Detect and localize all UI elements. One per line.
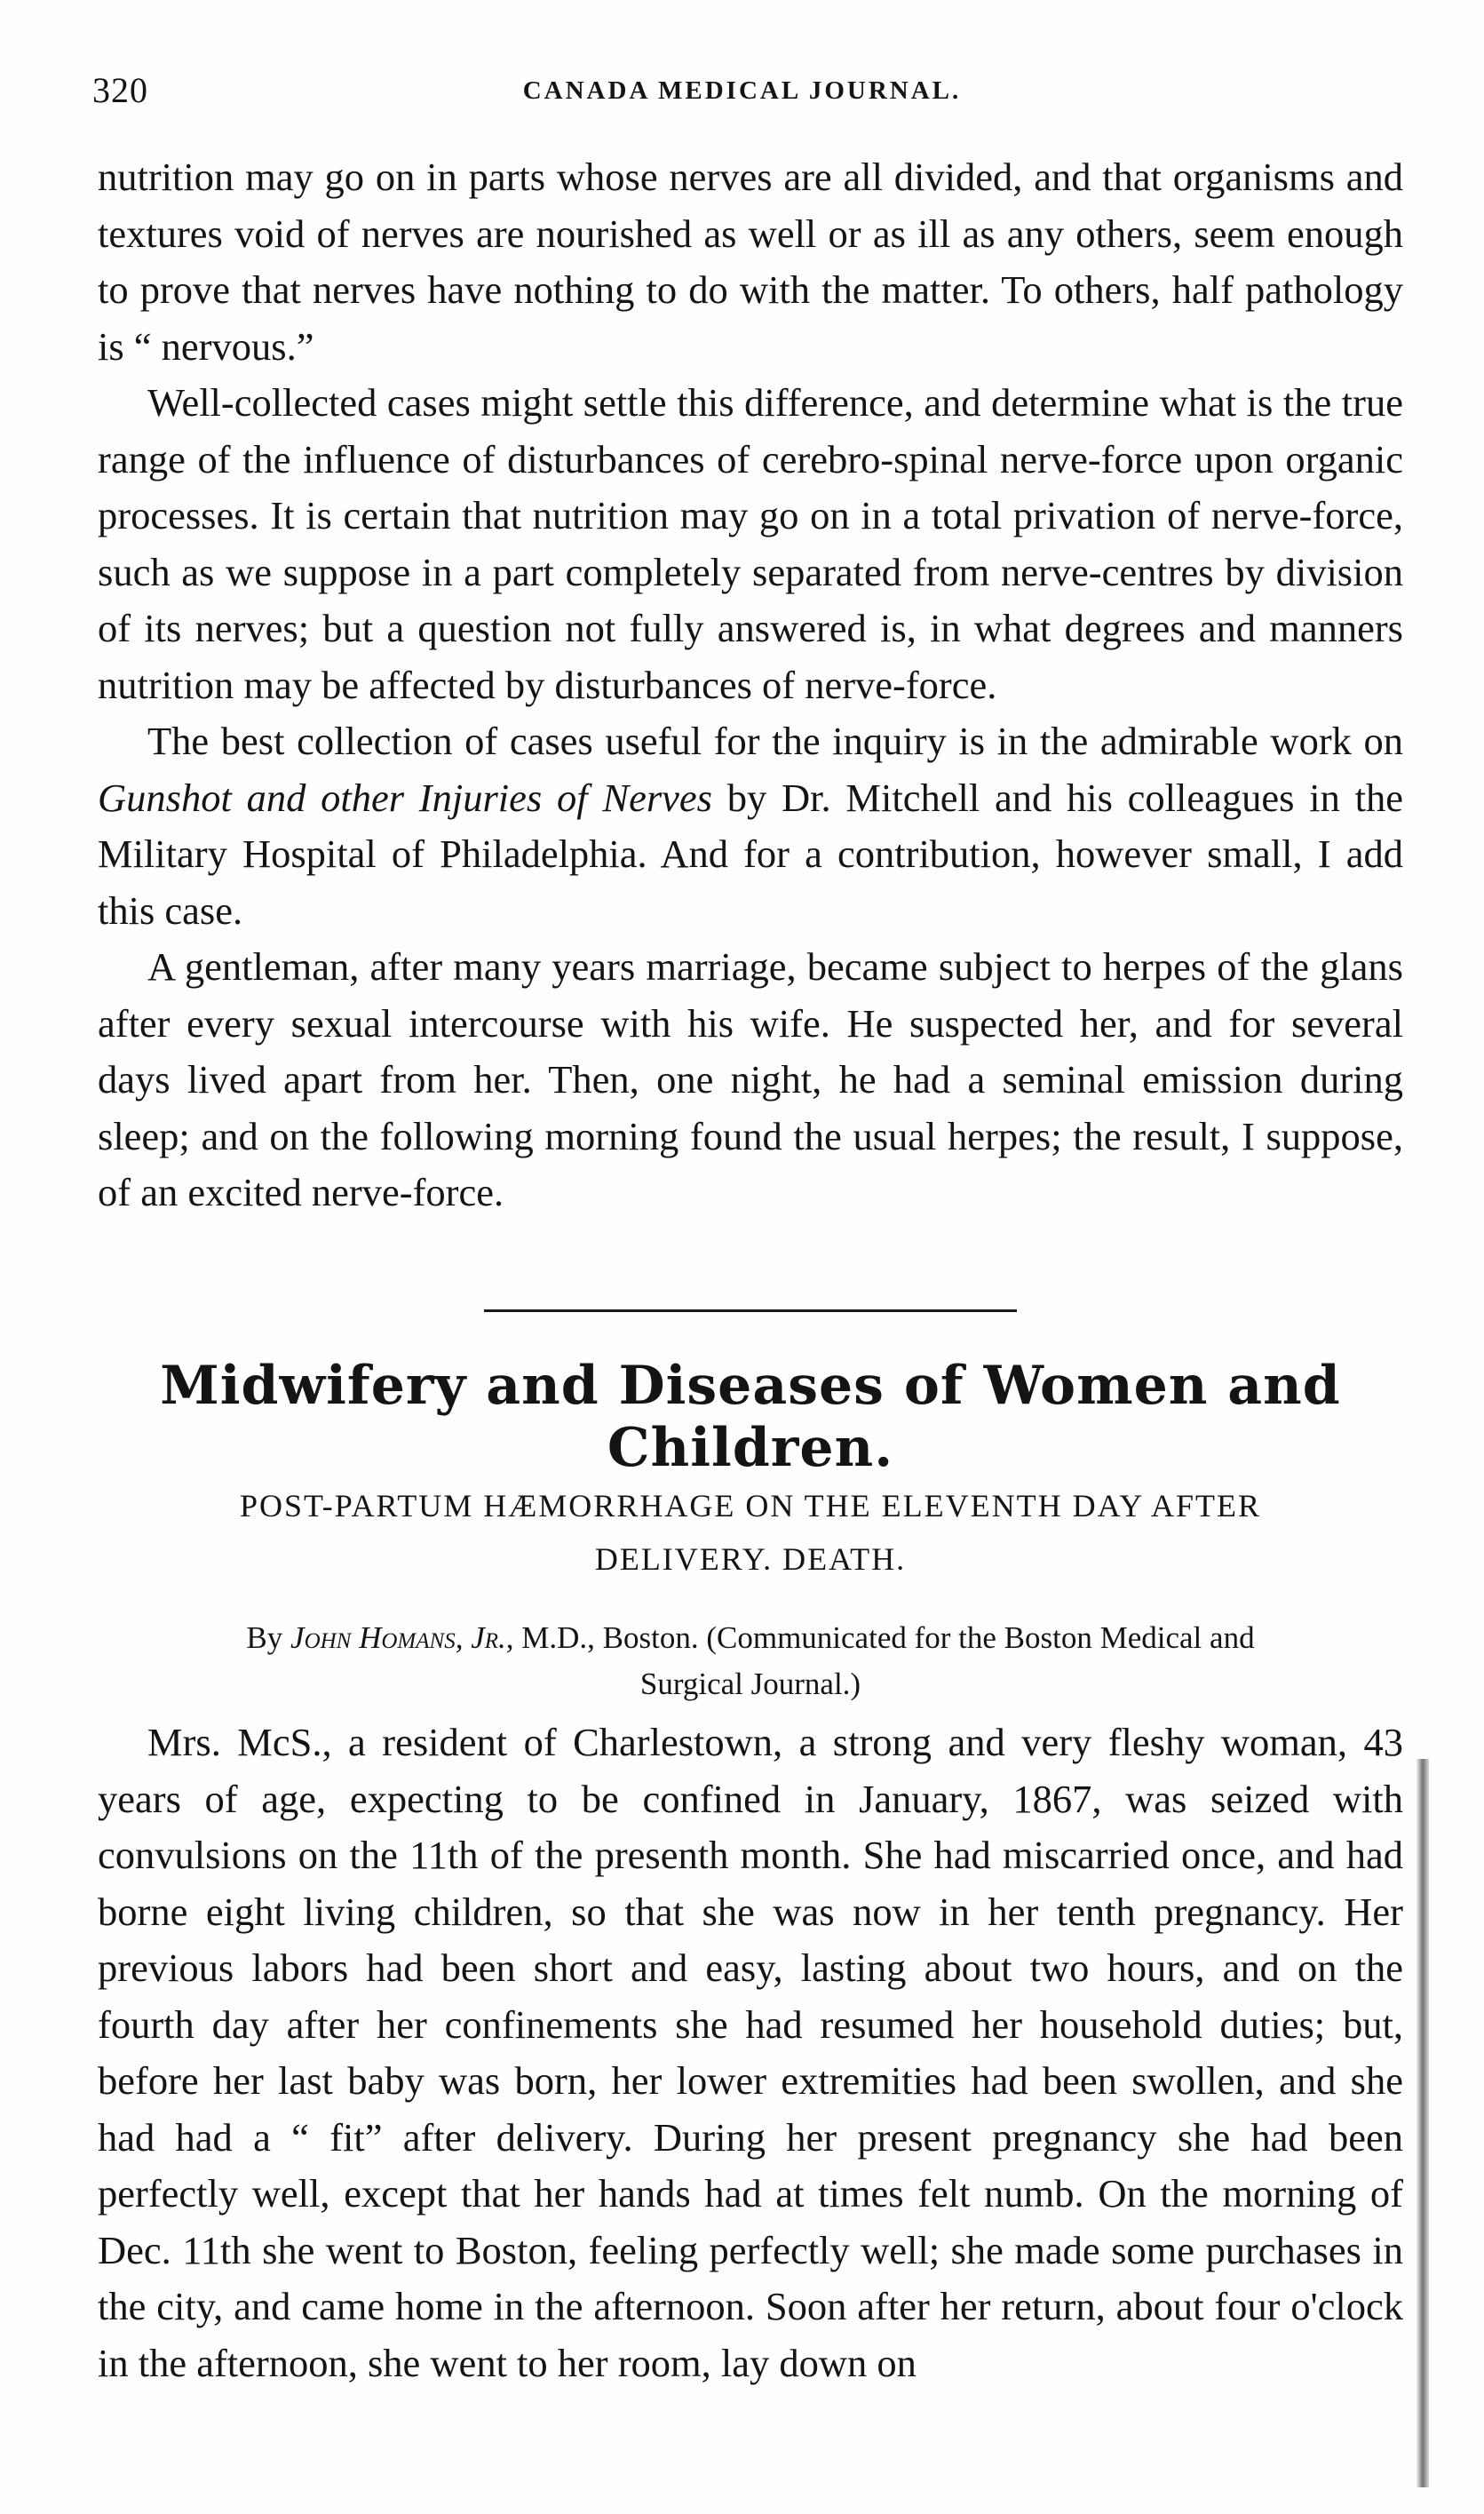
byline-prefix: By [246,1620,291,1655]
byline [98,1615,1403,1707]
paragraph-text: by Dr. Mitchell and his colleagues in the Military Hospital of Philadelphia. And for a contribution, however small, I add this case. [98,775,1403,933]
paragraph: Well-collected cases might settle this difference, and determine what is the true range of the influence of disturbances of cerebro-spinal nerve-force upon organic processes. It is certain that nutrition may go on in a total privation of nerve-force, such as we suppose in a part completely separated from nerve-centres by division of its nerves; but a question not fully answered is, in what degrees and manners nutrition may be affected by disturbances of nerve-force. [98,380,1403,707]
journal-title: CANADA MEDICAL JOURNAL. [522,76,962,105]
paragraph [98,713,1403,939]
paragraph: A gentleman, after many years marriage, became subject to herpes of the glans after every sexual intercourse with his wife. He suspected her, and for several days lived apart from her. Then, one night, he had a seminal emission during sleep; and on the following morning found the usual herpes; the result, I suppose, of an excited nerve-force. [98,944,1403,1214]
byline-text: , M.D., Boston. (Communicated for the Boston Medical and [505,1620,1255,1655]
article-title-line: DELIVERY. DEATH. [594,1541,907,1577]
page-number: 320 [92,70,148,110]
page-edge-shadow [1417,1759,1429,2487]
article-title-line: POST-PARTUM HÆMORRHAGE ON THE ELEVENTH DAY AFTER [240,1488,1261,1524]
paragraph-text: The best collection of cases useful for the inquiry is in the admirable work on [147,719,1403,763]
paragraph: nutrition may go on in parts whose nerves are all divided, and that organisms and textures void of nerves are nourished as well or as ill as any others, seem enough to prove that nerves have nothing to do with the matter. To others, half pathology is “ nervous.” [98,155,1403,369]
byline-line: Surgical Journal.) [639,1667,861,1701]
section-heading: Midwifery and Diseases of Women and Children. [160,1355,1341,1479]
running-head [92,69,1392,123]
paragraph: Mrs. McS., a resident of Charlestown, a strong and very fleshy woman, 43 years of age, expecting to be confined in January, 1867, was seized with convulsions on the 11th of the presenth month. She had miscarried once, and had borne eight living children, so that she was now in her tenth pregnancy. Her previous labors had been short and easy, lasting about two hours, and on the fourth day after her confinements she had resumed her household duties; but, before her last baby was born, her lower extremities had been swollen, and she had had a “ fit” after delivery. During her present pregnancy she had been perfectly well, except that her hands had at times felt numb. On the morning of Dec. 11th she went to Boston, feeling perfectly well; she made some purchases in the city, and came home in the afternoon. Soon after her return, about four o'clock in the afternoon, she went to her room, lay down on [98,1720,1403,2385]
case-report [98,1714,1403,2391]
section-divider [484,1309,1017,1312]
nerve-force-section [98,149,1403,1221]
author-name: John Homans, Jr. [290,1620,506,1655]
byline-line [98,1615,1403,1661]
book-title: Gunshot and other Injuries of Nerves [98,775,712,820]
article-title [98,1479,1403,1586]
